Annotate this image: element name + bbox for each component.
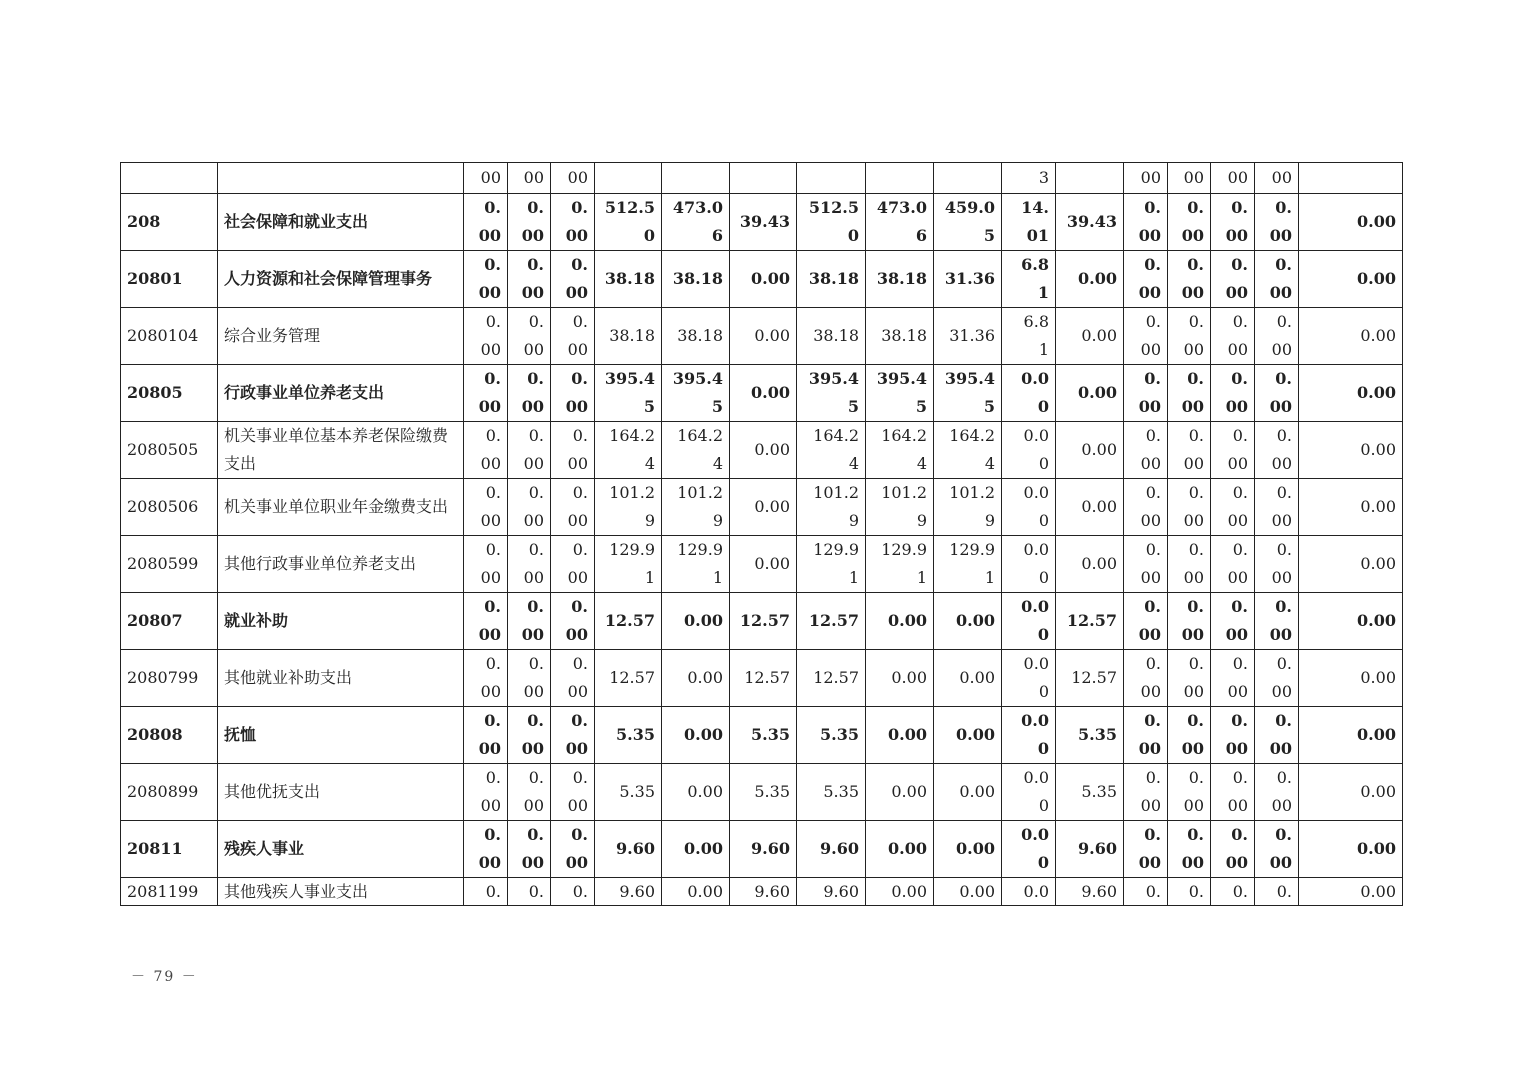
amount-cell: 12.57 [730,650,797,707]
amount-cell [662,163,730,194]
amount-cell: 0. 00 [1211,308,1255,365]
amount-cell: 0. 00 [1211,821,1255,878]
amount-cell: 0. 00 [1255,251,1299,308]
amount-cell: 0. 00 [508,536,551,593]
amount-cell: 0.00 [866,593,934,650]
amount-cell: 0. 00 [508,251,551,308]
subject-name-cell: 其他残疾人事业支出 [218,878,464,906]
amount-cell: 0. 00 [1168,422,1211,479]
amount-cell: 395.4 5 [866,365,934,422]
amount-cell: 0.00 [1056,479,1124,536]
amount-cell: 0. 00 [1124,194,1168,251]
amount-cell: 473.0 6 [866,194,934,251]
amount-cell: 164.2 4 [595,422,662,479]
table-row [121,821,1403,878]
amount-cell: 9.60 [595,878,662,906]
amount-cell [1299,163,1403,194]
amount-cell: 0. 00 [508,821,551,878]
subject-code-cell: 2081199 [121,878,218,906]
amount-cell: 0. 00 [1124,707,1168,764]
amount-cell: 0.00 [866,764,934,821]
amount-cell: 38.18 [662,251,730,308]
amount-cell: 0. 00 [1255,821,1299,878]
amount-cell: 0.00 [934,821,1002,878]
table-row [121,365,1403,422]
amount-cell: 0. 00 [464,821,508,878]
amount-cell: 0.00 [1056,251,1124,308]
amount-cell: 0. 00 [1124,251,1168,308]
amount-cell: 0. 00 [1211,593,1255,650]
amount-cell: 12.57 [595,593,662,650]
amount-cell: 0.00 [1299,536,1403,593]
amount-cell: 0. 00 [464,194,508,251]
amount-cell: 0.00 [866,707,934,764]
table-row [121,251,1403,308]
amount-cell: 0. 00 [508,422,551,479]
amount-cell: 14. 01 [1002,194,1056,251]
subject-name-cell: 机关事业单位基本养老保险缴费支出 [218,422,464,479]
subject-code-cell: 2080104 [121,308,218,365]
amount-cell: 31.36 [934,308,1002,365]
amount-cell: 0. 00 [1168,764,1211,821]
amount-cell: 0. 00 [1255,536,1299,593]
amount-cell: 38.18 [662,308,730,365]
subject-name-cell: 其他行政事业单位养老支出 [218,536,464,593]
amount-cell: 101.2 9 [934,479,1002,536]
amount-cell: 0.00 [1299,707,1403,764]
table-row [121,163,1403,194]
amount-cell: 0.0 0 [1002,536,1056,593]
subject-code-cell: 20805 [121,365,218,422]
table-row [121,878,1403,906]
amount-cell: 164.2 4 [797,422,866,479]
amount-cell: 0. 00 [508,479,551,536]
amount-cell: 129.9 1 [662,536,730,593]
amount-cell: 129.9 1 [797,536,866,593]
amount-cell: 0.0 0 [1002,764,1056,821]
amount-cell: 395.4 5 [595,365,662,422]
table-row [121,422,1403,479]
amount-cell: 9.60 [730,878,797,906]
amount-cell: 0. 00 [1168,707,1211,764]
subject-name-cell: 行政事业单位养老支出 [218,365,464,422]
amount-cell: 0. 00 [464,422,508,479]
amount-cell: 0.00 [730,251,797,308]
amount-cell: 0. 00 [551,593,595,650]
amount-cell: 0. 00 [464,593,508,650]
amount-cell: 12.57 [797,593,866,650]
amount-cell: 0. [551,878,595,906]
table-row [121,479,1403,536]
subject-name-cell [218,163,464,194]
amount-cell: 0. 00 [1211,707,1255,764]
amount-cell [797,163,866,194]
subject-name-cell: 其他就业补助支出 [218,650,464,707]
table-row [121,194,1403,251]
amount-cell: 5.35 [730,707,797,764]
amount-cell: 0.00 [866,821,934,878]
amount-cell: 0. 00 [1255,365,1299,422]
amount-cell: 0.00 [662,650,730,707]
amount-cell: 0.00 [1299,878,1403,906]
subject-name-cell: 就业补助 [218,593,464,650]
amount-cell: 0. 00 [508,365,551,422]
table-row [121,308,1403,365]
subject-code-cell: 2080799 [121,650,218,707]
amount-cell: 0.0 0 [1002,707,1056,764]
subject-code-cell: 20807 [121,593,218,650]
amount-cell: 00 [551,163,595,194]
amount-cell: 0.00 [662,878,730,906]
amount-cell: 9.60 [797,878,866,906]
amount-cell: 0.00 [730,479,797,536]
subject-code-cell: 208 [121,194,218,251]
amount-cell: 0. 00 [1255,194,1299,251]
amount-cell: 164.2 4 [934,422,1002,479]
table-body [121,163,1403,906]
amount-cell: 0.00 [730,365,797,422]
amount-cell: 0.0 0 [1002,479,1056,536]
amount-cell: 0. 00 [551,707,595,764]
amount-cell: 0. 00 [551,650,595,707]
amount-cell: 12.57 [595,650,662,707]
amount-cell: 12.57 [730,593,797,650]
amount-cell: 0.00 [730,308,797,365]
amount-cell: 38.18 [866,308,934,365]
amount-cell [1056,163,1124,194]
amount-cell: 0. 00 [464,479,508,536]
amount-cell: 0. 00 [1124,821,1168,878]
amount-cell: 0. 00 [464,707,508,764]
amount-cell: 0. 00 [1255,764,1299,821]
amount-cell: 0.0 0 [1002,650,1056,707]
amount-cell: 0. 00 [1255,308,1299,365]
amount-cell: 00 [1211,163,1255,194]
subject-name-cell: 机关事业单位职业年金缴费支出 [218,479,464,536]
amount-cell: 0.00 [934,650,1002,707]
subject-name-cell: 人力资源和社会保障管理事务 [218,251,464,308]
subject-code-cell: 20801 [121,251,218,308]
amount-cell: 00 [1168,163,1211,194]
amount-cell: 3 [1002,163,1056,194]
amount-cell: 0.00 [1299,764,1403,821]
amount-cell: 0. 00 [508,308,551,365]
amount-cell: 0. 00 [508,650,551,707]
amount-cell: 9.60 [595,821,662,878]
amount-cell: 0. 00 [551,308,595,365]
amount-cell: 0. 00 [551,422,595,479]
amount-cell: 5.35 [730,764,797,821]
amount-cell: 0.00 [662,821,730,878]
amount-cell: 0.00 [662,707,730,764]
amount-cell: 9.60 [1056,878,1124,906]
amount-cell: 473.0 6 [662,194,730,251]
amount-cell: 0. 00 [1255,593,1299,650]
amount-cell: 0. 00 [551,536,595,593]
amount-cell: 0. 00 [1124,593,1168,650]
amount-cell: 5.35 [1056,707,1124,764]
amount-cell: 0. [1124,878,1168,906]
amount-cell: 5.35 [595,707,662,764]
amount-cell: 0. 00 [1211,536,1255,593]
amount-cell: 0. 00 [551,365,595,422]
amount-cell: 39.43 [1056,194,1124,251]
amount-cell: 0. 00 [1124,536,1168,593]
amount-cell: 9.60 [1056,821,1124,878]
amount-cell: 00 [508,163,551,194]
amount-cell: 0.00 [934,878,1002,906]
amount-cell: 0. 00 [1255,479,1299,536]
amount-cell [866,163,934,194]
amount-cell: 0.00 [934,764,1002,821]
amount-cell: 0. 00 [551,479,595,536]
amount-cell: 0.00 [662,764,730,821]
amount-cell: 9.60 [730,821,797,878]
amount-cell: 0.00 [866,878,934,906]
amount-cell: 101.2 9 [866,479,934,536]
amount-cell: 0. 00 [1124,308,1168,365]
amount-cell: 0.00 [866,650,934,707]
amount-cell: 9.60 [797,821,866,878]
amount-cell: 0.00 [730,536,797,593]
amount-cell: 0. 00 [551,194,595,251]
amount-cell: 0. 00 [551,821,595,878]
amount-cell: 0. 00 [1211,251,1255,308]
subject-code-cell: 2080899 [121,764,218,821]
amount-cell: 0. 00 [464,650,508,707]
amount-cell: 0. 00 [464,365,508,422]
amount-cell: 0. 00 [1168,536,1211,593]
amount-cell: 0.00 [1299,593,1403,650]
table-row [121,650,1403,707]
amount-cell: 0. 00 [1168,479,1211,536]
amount-cell: 5.35 [797,764,866,821]
amount-cell: 0. 00 [551,251,595,308]
amount-cell: 0.00 [1299,422,1403,479]
amount-cell: 512.5 0 [797,194,866,251]
amount-cell: 38.18 [595,251,662,308]
amount-cell: 0. 00 [1211,479,1255,536]
amount-cell [934,163,1002,194]
table-row [121,593,1403,650]
amount-cell: 38.18 [797,308,866,365]
amount-cell: 0. 00 [1168,365,1211,422]
amount-cell: 31.36 [934,251,1002,308]
subject-name-cell: 其他优抚支出 [218,764,464,821]
amount-cell: 00 [464,163,508,194]
amount-cell: 0. 00 [508,593,551,650]
amount-cell: 0. 00 [1168,593,1211,650]
subject-code-cell: 2080506 [121,479,218,536]
amount-cell: 12.57 [797,650,866,707]
amount-cell: 5.35 [797,707,866,764]
amount-cell: 0. 00 [1168,308,1211,365]
subject-code-cell: 20808 [121,707,218,764]
amount-cell: 0.0 [1002,878,1056,906]
amount-cell: 0.0 0 [1002,593,1056,650]
amount-cell [730,163,797,194]
amount-cell: 0. 00 [464,764,508,821]
amount-cell: 0. 00 [1124,650,1168,707]
amount-cell: 0. 00 [1124,365,1168,422]
amount-cell: 0. 00 [1255,422,1299,479]
page-number: － 79 － [131,969,198,985]
amount-cell: 101.2 9 [662,479,730,536]
amount-cell: 0.00 [1056,308,1124,365]
amount-cell: 395.4 5 [934,365,1002,422]
amount-cell: 6.8 1 [1002,308,1056,365]
subject-code-cell: 20811 [121,821,218,878]
subject-name-cell: 社会保障和就业支出 [218,194,464,251]
amount-cell: 0.00 [1299,308,1403,365]
amount-cell: 0. [1211,878,1255,906]
amount-cell: 0.00 [934,707,1002,764]
amount-cell: 101.2 9 [595,479,662,536]
amount-cell: 0. 00 [1211,422,1255,479]
amount-cell: 0. 00 [464,251,508,308]
amount-cell: 0. 00 [508,707,551,764]
amount-cell: 0. 00 [508,194,551,251]
amount-cell: 38.18 [595,308,662,365]
amount-cell: 512.5 0 [595,194,662,251]
amount-cell: 0. 00 [464,536,508,593]
subject-name-cell: 残疾人事业 [218,821,464,878]
amount-cell: 129.9 1 [934,536,1002,593]
amount-cell: 0.00 [1056,536,1124,593]
amount-cell: 0. 00 [1168,194,1211,251]
amount-cell: 0. 00 [1255,650,1299,707]
amount-cell: 0. 00 [1124,422,1168,479]
amount-cell: 0. 00 [1168,650,1211,707]
amount-cell: 0. [464,878,508,906]
amount-cell: 0. [1255,878,1299,906]
amount-cell: 129.9 1 [595,536,662,593]
amount-cell: 0. 00 [551,764,595,821]
amount-cell: 38.18 [866,251,934,308]
amount-cell: 5.35 [1056,764,1124,821]
amount-cell: 0.00 [1299,194,1403,251]
amount-cell: 0. 00 [508,764,551,821]
amount-cell: 164.2 4 [866,422,934,479]
amount-cell: 129.9 1 [866,536,934,593]
amount-cell: 0.0 0 [1002,821,1056,878]
amount-cell: 395.4 5 [797,365,866,422]
amount-cell: 12.57 [1056,650,1124,707]
amount-cell: 5.35 [595,764,662,821]
amount-cell: 395.4 5 [662,365,730,422]
amount-cell: 0.00 [934,593,1002,650]
amount-cell: 0. 00 [1211,764,1255,821]
table-row [121,764,1403,821]
amount-cell: 0.00 [1056,365,1124,422]
amount-cell: 0.00 [662,593,730,650]
amount-cell: 0. 00 [1255,707,1299,764]
amount-cell: 0. 00 [1211,194,1255,251]
amount-cell: 00 [1255,163,1299,194]
amount-cell: 0. 00 [1211,365,1255,422]
amount-cell: 0. 00 [1124,764,1168,821]
table-row [121,536,1403,593]
amount-cell [595,163,662,194]
amount-cell: 0.00 [1299,365,1403,422]
amount-cell: 0. [1168,878,1211,906]
amount-cell: 164.2 4 [662,422,730,479]
subject-code-cell [121,163,218,194]
amount-cell: 0.00 [1299,650,1403,707]
amount-cell: 0. 00 [1168,251,1211,308]
amount-cell: 6.8 1 [1002,251,1056,308]
amount-cell: 101.2 9 [797,479,866,536]
amount-cell: 0. 00 [1124,479,1168,536]
amount-cell: 38.18 [797,251,866,308]
amount-cell: 0.00 [1056,422,1124,479]
subject-name-cell: 综合业务管理 [218,308,464,365]
budget-table [120,162,1403,906]
amount-cell: 0.00 [1299,479,1403,536]
amount-cell: 0. 00 [1168,821,1211,878]
amount-cell: 0.00 [1299,821,1403,878]
subject-code-cell: 2080505 [121,422,218,479]
amount-cell: 39.43 [730,194,797,251]
amount-cell: 0.00 [730,422,797,479]
amount-cell: 0. 00 [464,308,508,365]
amount-cell: 12.57 [1056,593,1124,650]
subject-code-cell: 2080599 [121,536,218,593]
amount-cell: 0.00 [1299,251,1403,308]
amount-cell: 0.0 0 [1002,422,1056,479]
amount-cell: 0. 00 [1211,650,1255,707]
amount-cell: 0.0 0 [1002,365,1056,422]
table-row [121,707,1403,764]
amount-cell: 0. [508,878,551,906]
subject-name-cell: 抚恤 [218,707,464,764]
amount-cell: 00 [1124,163,1168,194]
amount-cell: 459.0 5 [934,194,1002,251]
